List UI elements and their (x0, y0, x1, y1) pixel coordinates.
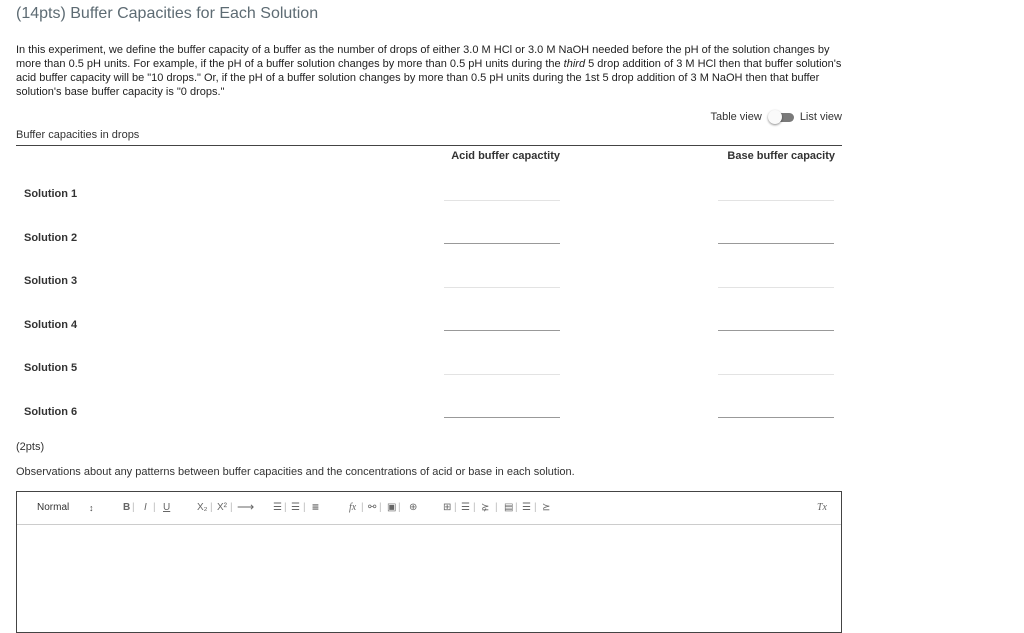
acid-input-solution-3[interactable] (444, 287, 560, 288)
more-icon[interactable]: ⪰ (542, 502, 551, 513)
acid-input-solution-6[interactable] (444, 417, 560, 418)
instructions-text: In this experiment, we define the buffer capacity of a buffer as the number of drops of either 3.0 M HCl or 3.0 M NaOH needed before the pH of the solution changes by more than 0.5 pH units. For example, if the pH of a buffer solution changes by more than 0.5 pH units during the (16, 44, 830, 70)
switch-knob[interactable] (768, 110, 782, 124)
base-input-solution-6[interactable] (718, 417, 834, 418)
base-input-solution-1[interactable] (718, 200, 834, 201)
instructions-paragraph (16, 43, 848, 99)
format-select-arrow-icon[interactable]: ↕ (89, 503, 94, 513)
bullet-list-icon[interactable]: ☰ (291, 502, 300, 513)
row-label-solution-4: Solution 4 (24, 319, 78, 331)
list-view-label[interactable]: List view (799, 111, 842, 123)
view-toggle (710, 110, 842, 124)
subscript-button[interactable]: X₂ (197, 502, 208, 513)
instructions-emphasis: third (563, 58, 586, 70)
row-label-solution-3: Solution 3 (24, 275, 78, 287)
align-icon[interactable]: ≡ (312, 500, 320, 514)
ordered-list-icon[interactable]: ☰ (273, 502, 282, 513)
row-label-solution-6: Solution 6 (24, 406, 78, 418)
acid-input-solution-4[interactable] (444, 330, 560, 331)
media-icon[interactable]: ▤ (504, 502, 514, 513)
page-title: (14pts) Buffer Capacities for Each Solution (16, 5, 319, 22)
row-label-solution-1: Solution 1 (24, 188, 78, 200)
observations-prompt: Observations about any patterns between buffer capacities and the concentrations of acid or base in each solution. (16, 466, 575, 478)
instructions-text-cont: 5 drop addition of 3 M HCl then that buffer solution's acid buffer capacity will be "10 drops." Or, if the pH of a buffer solution changes by more than 0.5 pH units during the 1st 5 drop addition of 3 M NaOH then that buffer solution's base buffer capacity is "0 drops." (16, 58, 842, 98)
acid-input-solution-2[interactable] (444, 243, 560, 244)
chart-icon[interactable]: ⪲ (481, 502, 490, 513)
image-icon[interactable]: ▣ (387, 502, 397, 513)
table-caption: Buffer capacities in drops (16, 129, 140, 141)
bold-button[interactable]: B (123, 502, 131, 513)
italic-button[interactable]: I (144, 502, 147, 513)
base-input-solution-4[interactable] (718, 330, 834, 331)
attach-icon[interactable]: ⊕ (409, 502, 418, 513)
base-input-solution-3[interactable] (718, 287, 834, 288)
table-icon[interactable]: ⊞ (443, 502, 452, 513)
base-input-solution-5[interactable] (718, 374, 834, 375)
editor-toolbar: Normal ↕ B | I | U X₂ | X² | ⟶ ☰ | ☰ | ≡ fx | ⚯ | ▣ | ⊕ ⊞ | ☰ | ⪲ | ▤ | ☰ | ⪰ Tx (17, 492, 841, 525)
base-input-solution-2[interactable] (718, 243, 834, 244)
acid-capacity-header: Acid buffer capactity (451, 150, 560, 162)
formula-icon[interactable]: fx (349, 502, 357, 513)
underline-button[interactable]: U (163, 502, 171, 513)
format-select[interactable]: Normal (37, 502, 70, 513)
acid-input-solution-5[interactable] (444, 374, 560, 375)
indent-icon[interactable]: ☰ (461, 502, 470, 513)
observations-text-area[interactable] (17, 525, 841, 625)
table-top-rule (16, 145, 842, 146)
arrow-icon[interactable]: ⟶ (237, 500, 255, 514)
clear-format-icon[interactable]: Tx (817, 502, 827, 513)
list-icon[interactable]: ☰ (522, 502, 531, 513)
superscript-button[interactable]: X² (217, 502, 227, 513)
observations-points: (2pts) (16, 441, 45, 453)
row-label-solution-5: Solution 5 (24, 362, 78, 374)
table-view-label[interactable]: Table view (710, 111, 762, 123)
view-switch[interactable] (768, 110, 794, 124)
rich-text-editor (16, 491, 842, 633)
row-label-solution-2: Solution 2 (24, 232, 78, 244)
acid-input-solution-1[interactable] (444, 200, 560, 201)
link-icon[interactable]: ⚯ (368, 502, 377, 513)
base-capacity-header: Base buffer capacity (727, 150, 835, 162)
